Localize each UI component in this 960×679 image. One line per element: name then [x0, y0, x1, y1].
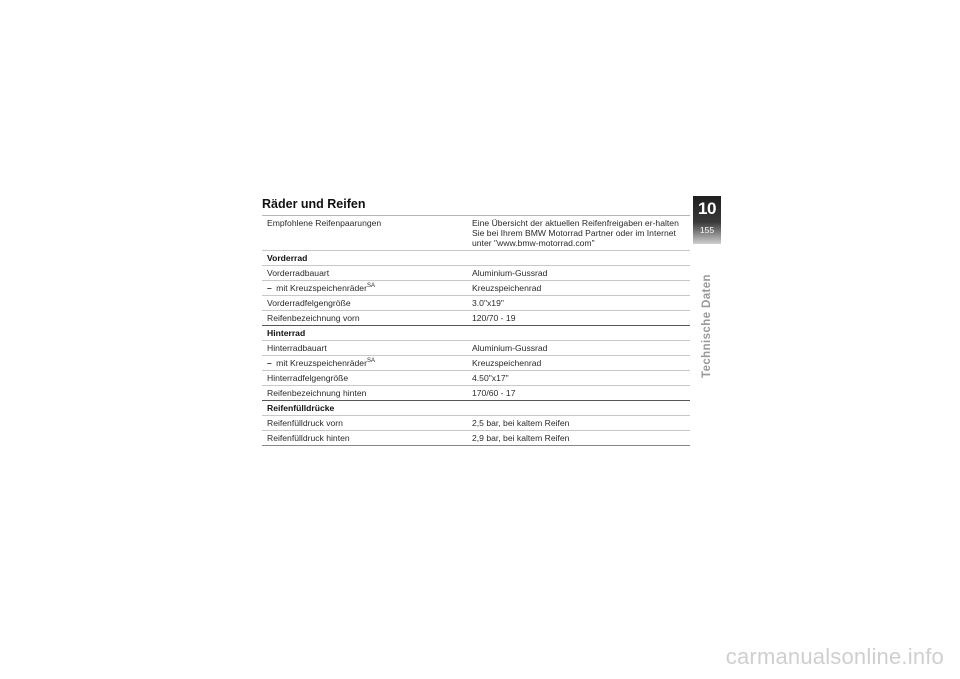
- row-label: Empfohlene Reifenpaarungen: [267, 218, 382, 228]
- row-label: Vorderradbauart: [267, 268, 330, 278]
- row-value: Eine Übersicht der aktuellen Reifenfreigaben er-halten Sie bei Ihrem BMW Motorrad Partner oder im Internet unter "www.bmw-motorrad.com": [472, 218, 679, 248]
- row-value: 2,5 bar, bei kaltem Reifen: [472, 418, 570, 428]
- table-row: [262, 296, 690, 311]
- table-row: [262, 341, 690, 356]
- page-number: 155: [699, 225, 715, 235]
- chapter-tab: [693, 196, 721, 244]
- optional-equipment-marker: SA: [366, 358, 375, 365]
- row-value: Kreuzspeichenrad: [472, 358, 542, 368]
- section-heading-rear: Hinterrad: [262, 326, 690, 341]
- table-row: [262, 416, 690, 431]
- table-row: [262, 371, 690, 386]
- table-row: [262, 311, 690, 326]
- section-heading-front: Vorderrad: [262, 251, 690, 266]
- row-label: Reifenbezeichnung hinten: [267, 388, 367, 398]
- table-row: [262, 431, 690, 446]
- row-value: Aluminium-Gussrad: [472, 343, 548, 353]
- row-label: Vorderradfelgengröße: [267, 298, 351, 308]
- row-label: Reifenbezeichnung vorn: [267, 313, 360, 323]
- dash-bullet: –: [267, 283, 272, 293]
- chapter-side-label: Technische Daten: [701, 274, 713, 378]
- row-value: Aluminium-Gussrad: [472, 268, 548, 278]
- chapter-number: 10: [698, 199, 716, 218]
- table-row: [262, 281, 690, 296]
- row-value: 2,9 bar, bei kaltem Reifen: [472, 433, 570, 443]
- optional-equipment-marker: SA: [366, 283, 375, 290]
- section-heading-pressure: Reifenfülldrücke: [262, 401, 690, 416]
- watermark: carmanualsonline.info: [725, 644, 944, 669]
- row-label: Reifenfülldruck hinten: [267, 433, 350, 443]
- dash-bullet: –: [267, 358, 272, 368]
- row-label: – mit Kreuzspeichenräder$^{SA}$: [267, 358, 375, 368]
- page-title: Räder und Reifen: [262, 197, 366, 211]
- row-value: 120/70 - 19: [472, 313, 516, 323]
- row-value: 170/60 - 17: [472, 388, 516, 398]
- row-label: – mit Kreuzspeichenräder$^{SA}$: [267, 283, 375, 293]
- row-value: Kreuzspeichenrad: [472, 283, 542, 293]
- table-row: [262, 386, 690, 401]
- row-label: Reifenfülldruck vorn: [267, 418, 343, 428]
- table-row: [262, 266, 690, 281]
- table-row: [262, 356, 690, 371]
- row-value: 4.50"x17": [472, 373, 509, 383]
- spec-table: [262, 215, 690, 446]
- row-label: Hinterradfelgengröße: [267, 373, 349, 383]
- row-value: 3.0"x19": [472, 298, 504, 308]
- row-label: Hinterradbauart: [267, 343, 327, 353]
- table-row-tire-pairings: [262, 216, 690, 251]
